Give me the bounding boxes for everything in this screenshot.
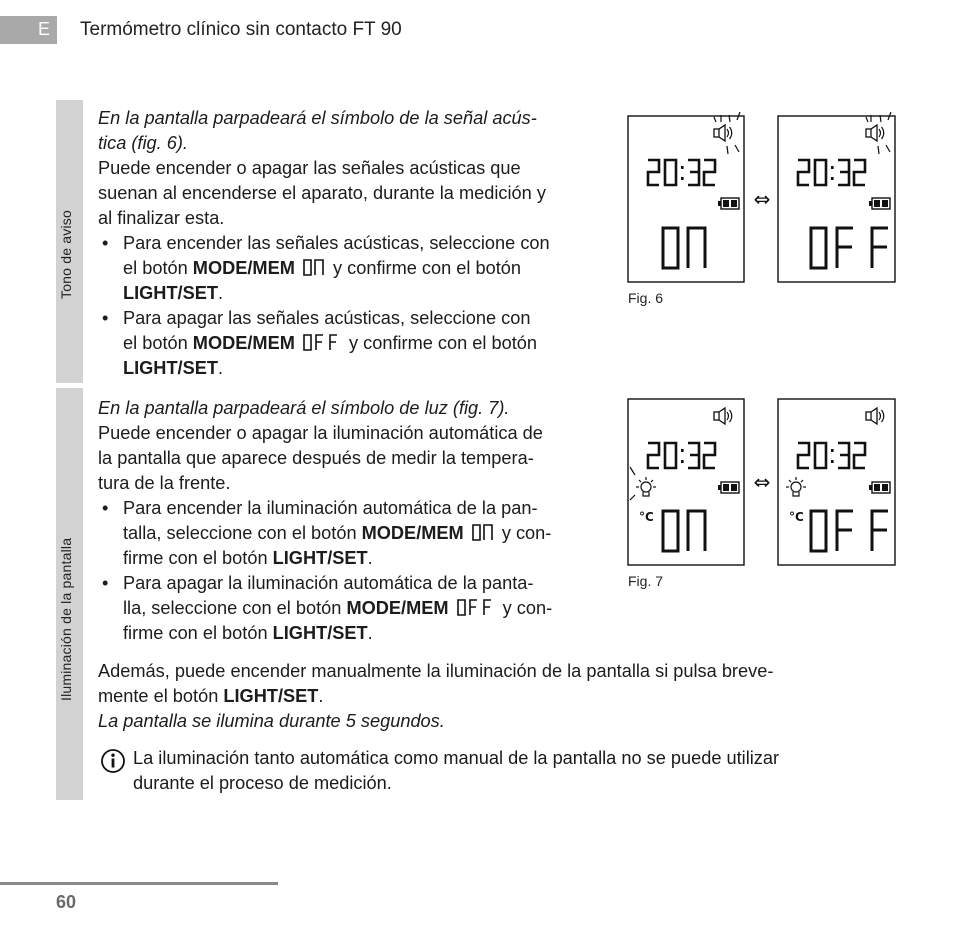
celsius-unit: °C (789, 510, 804, 524)
section-label-tono: Tono de aviso (58, 210, 74, 299)
list-item: • Para encender la iluminación automática de la pan- talla, seleccione con el botón MODE/MEM y con- firme con el botón LIGHT/SET. (102, 498, 552, 568)
lcd-display (628, 116, 744, 282)
bullet-text: Para encender las señales acústicas, seleccione con (123, 233, 550, 253)
bullet-text: Para encender la iluminación automática de la pan- (123, 498, 538, 518)
note-line: La iluminación tanto automática como manual de la pantalla no se puede utilizar (133, 748, 780, 768)
footer-divider (0, 882, 278, 885)
desc-line: la pantalla que aparece después de medir la tempera- (98, 448, 534, 468)
text-line: mente el botón (98, 686, 219, 706)
section-luz-text (98, 396, 618, 646)
button-name: MODE/MEM (192, 258, 295, 278)
lcd-off-icon (456, 597, 496, 617)
double-arrow-icon: ⇔ (753, 470, 771, 494)
bullet-text: y con- (501, 523, 552, 543)
figure-caption: Fig. 7 (628, 573, 664, 589)
button-name: LIGHT/SET (123, 358, 218, 378)
button-name: LIGHT/SET (123, 283, 218, 303)
desc-line: Puede encender o apagar la iluminación automática de (98, 423, 543, 443)
info-note (100, 746, 900, 796)
desc-line: Puede encender o apagar las señales acústicas que (98, 158, 521, 178)
note-line: durante el proceso de medición. (133, 773, 392, 793)
double-arrow-icon: ⇔ (753, 187, 771, 211)
language-letter: E (38, 19, 51, 39)
bullet-text: el botón (123, 258, 188, 278)
page-title: Termómetro clínico sin contacto FT 90 (80, 19, 402, 40)
info-icon (100, 748, 126, 774)
intro-line: En la pantalla parpadeará el símbolo de luz (fig. 7). (98, 398, 510, 418)
bullet-text: y con- (502, 598, 553, 618)
button-name: MODE/MEM (346, 598, 449, 618)
bullet-text: y confirme con el botón (348, 333, 538, 353)
text-line: Además, puede encender manualmente la iluminación de la pantalla si pulsa breve- (98, 661, 774, 681)
bullet-text: Para apagar las señales acústicas, seleccione con (123, 308, 531, 328)
intro-line: tica (fig. 6). (98, 133, 188, 153)
figure-7 (626, 397, 900, 569)
desc-line: tura de la frente. (98, 473, 231, 493)
list-item: • Para encender las señales acústicas, seleccione con el botón MODE/MEM y confirme con el botón LIGHT/SET. (102, 233, 550, 303)
bullet-text: firme con el botón (123, 623, 268, 643)
bullet-text: y confirme con el botón (332, 258, 522, 278)
bullet-text: talla, seleccione con el botón (123, 523, 357, 543)
bullet-text: lla, seleccione con el botón (123, 598, 342, 618)
celsius-unit: °C (639, 510, 654, 524)
lcd-on-icon (302, 257, 326, 277)
button-name: MODE/MEM (192, 333, 295, 353)
button-name: LIGHT/SET (223, 686, 319, 706)
list-item: • Para apagar la iluminación automática de la panta- lla, seleccione con el botón MODE/MEM y con- firme con el botón LIGHT/SET. (102, 573, 553, 643)
text-line: La pantalla se ilumina durante 5 segundos. (98, 711, 445, 731)
list-item: • Para apagar las señales acústicas, seleccione con el botón MODE/MEM y confirme con el botón LIGHT/SET. (102, 308, 538, 378)
figure-6 (626, 100, 900, 286)
button-name: MODE/MEM (361, 523, 464, 543)
lcd-off-icon (302, 332, 342, 352)
bullet-text: firme con el botón (123, 548, 268, 568)
button-name: LIGHT/SET (272, 623, 368, 643)
figure-caption: Fig. 6 (628, 290, 664, 306)
intro-line: En la pantalla parpadeará el símbolo de la señal acús- (98, 108, 537, 128)
section-tono-text (98, 106, 618, 381)
desc-line: al finalizar esta. (98, 208, 225, 228)
desc-line: suenan al encenderse el aparato, durante la medición y (98, 183, 546, 203)
section-label-luz: Iluminación de la pantalla (58, 537, 74, 701)
bullet-text: el botón (123, 333, 188, 353)
page-number: 60 (56, 892, 77, 912)
bullet-text: Para apagar la iluminación automática de la panta- (123, 573, 534, 593)
extra-paragraph: Además, puede encender manualmente la iluminación de la pantalla si pulsa breve- mente el botón LIGHT/SET. La pantalla se ilumina durante 5 segundos. (98, 659, 898, 734)
lcd-on-icon (471, 522, 495, 542)
button-name: LIGHT/SET (272, 548, 368, 568)
